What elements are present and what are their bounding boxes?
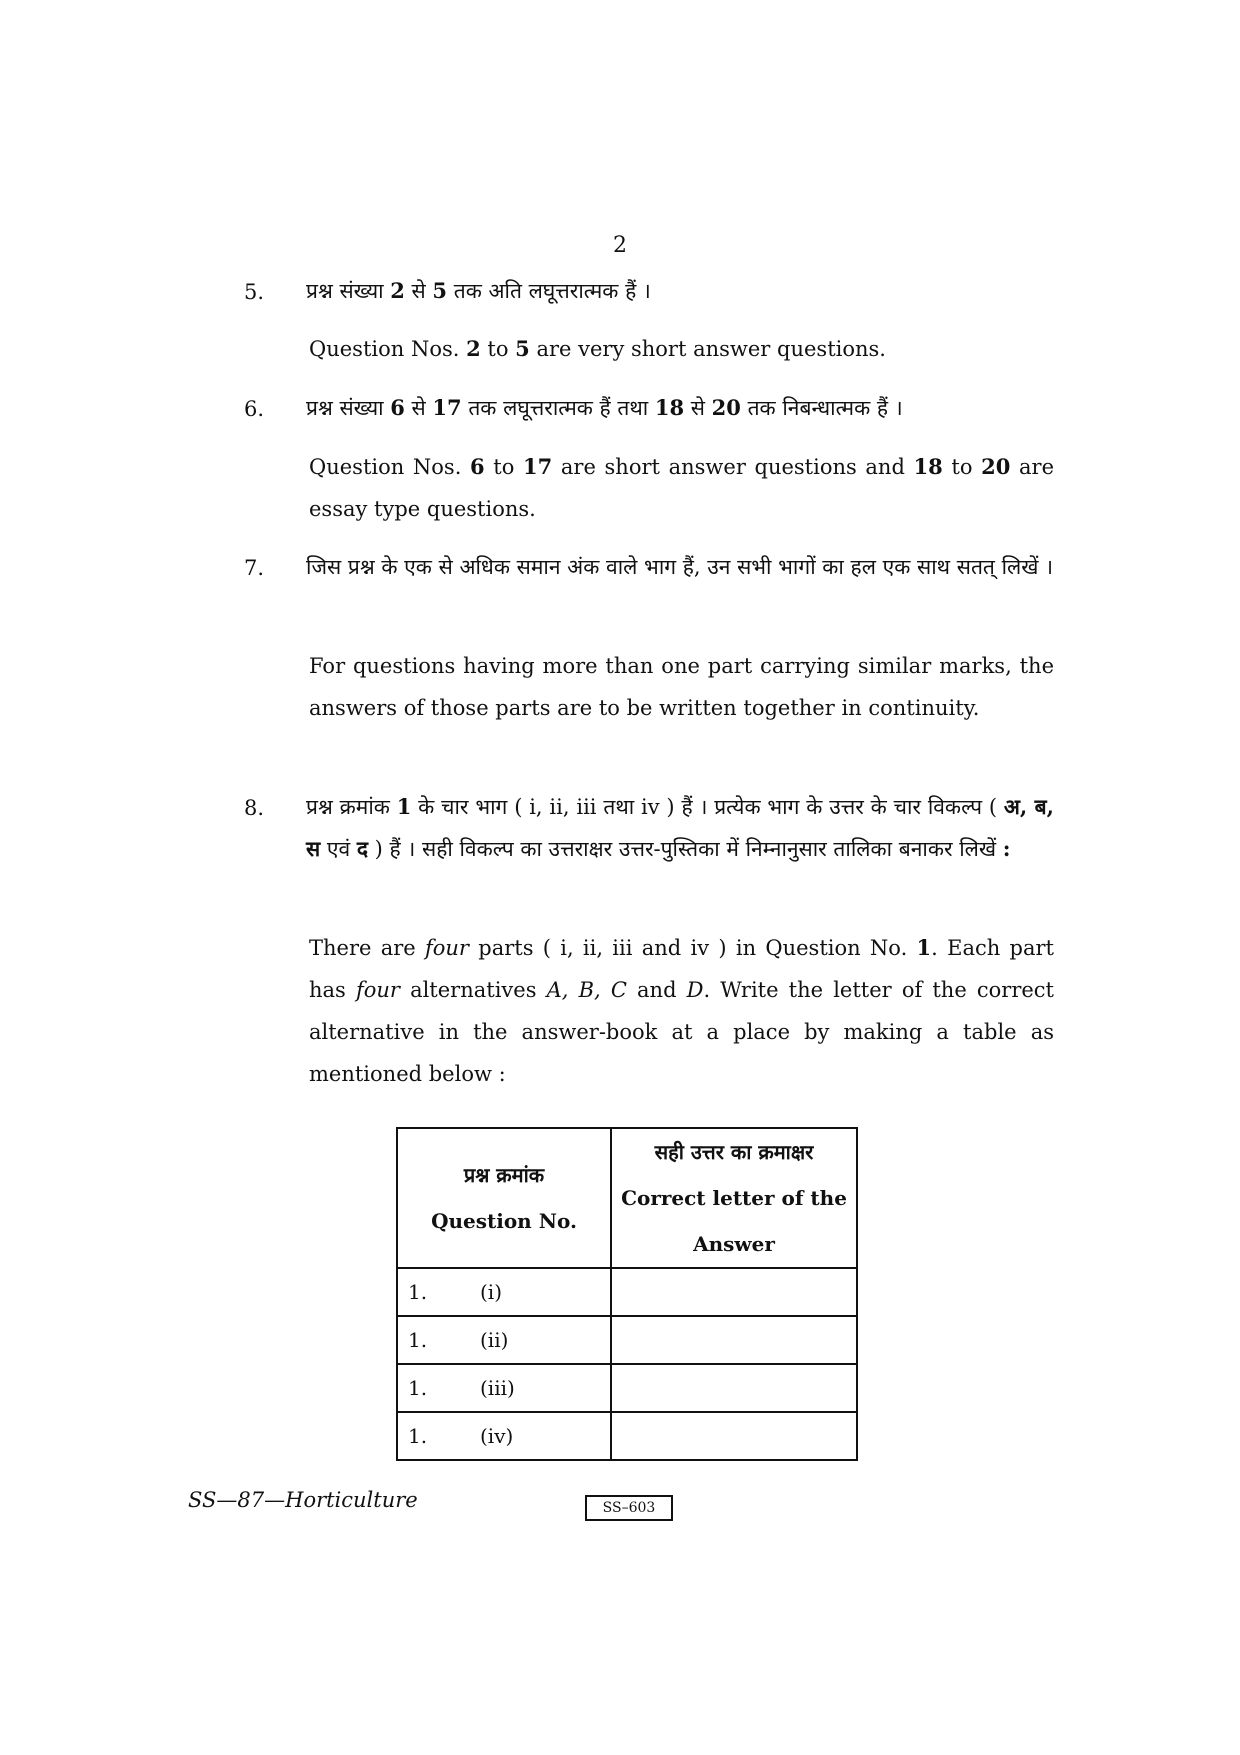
answer-cell bbox=[611, 1412, 857, 1460]
header-question-english: Question No. bbox=[431, 1209, 577, 1233]
instruction-number: 6. bbox=[244, 397, 265, 421]
table-row bbox=[397, 1412, 857, 1460]
answer-cell bbox=[611, 1268, 857, 1316]
row-number: 1. bbox=[408, 1376, 428, 1400]
header-correct-letter bbox=[611, 1128, 857, 1268]
instruction-english: For questions having more than one part carrying similar marks, the answers of those parts are to be written together in continuity. bbox=[309, 654, 1054, 720]
row-part: (iv) bbox=[480, 1424, 514, 1448]
row-number: 1. bbox=[408, 1424, 428, 1448]
row-part: (ii) bbox=[480, 1328, 509, 1352]
instruction-english: There are four parts ( i, ii, iii and iv ) in Question No. 1. Each part has four alternatives A, B, C and D. Write the letter of the correct alternative in the answer-book at a place by making a table as mentioned below : bbox=[309, 935, 1054, 1086]
header-answer-hindi: सही उत्तर का क्रमाक्षर bbox=[654, 1140, 814, 1164]
row-number: 1. bbox=[408, 1328, 428, 1352]
footer-paper-code: SS–603 bbox=[585, 1495, 673, 1521]
table-row bbox=[397, 1316, 857, 1364]
answer-cell bbox=[611, 1316, 857, 1364]
answer-table bbox=[396, 1127, 858, 1461]
instruction-number: 5. bbox=[244, 280, 265, 304]
instruction-hindi: प्रश्न संख्या 2 से 5 तक अति लघूत्तरात्मक हैं । bbox=[306, 278, 651, 303]
instruction-hindi: प्रश्न क्रमांक 1 के चार भाग ( i, ii, iii तथा iv ) हैं । प्रत्येक भाग के उत्तर के चार विकल्प ( अ, ब, स एवं द ) हैं । सही विकल्प का उत्तराक्षर उत्तर-पुस्तिका में निम्नानुसार तालिका बनाकर लिखें : bbox=[306, 794, 1054, 861]
row-part: (iii) bbox=[480, 1376, 515, 1400]
table-header-row bbox=[397, 1128, 857, 1268]
instruction-number: 7. bbox=[244, 556, 265, 580]
instruction-number: 8. bbox=[244, 796, 265, 820]
table-row bbox=[397, 1364, 857, 1412]
header-question-no bbox=[397, 1128, 611, 1268]
page-number: 2 bbox=[613, 233, 627, 258]
header-answer-english: Correct letter of the Answer bbox=[621, 1186, 847, 1256]
table-row bbox=[397, 1268, 857, 1316]
instruction-hindi: प्रश्न संख्या 6 से 17 तक लघूत्तरात्मक हैं तथा 18 से 20 तक निबन्धात्मक हैं । bbox=[306, 395, 903, 420]
header-question-hindi: प्रश्न क्रमांक bbox=[463, 1163, 545, 1187]
row-part: (i) bbox=[480, 1280, 503, 1304]
instruction-english: Question Nos. 2 to 5 are very short answer questions. bbox=[309, 336, 886, 361]
instruction-english: Question Nos. 6 to 17 are short answer questions and 18 to 20 are essay type questions. bbox=[309, 454, 1055, 521]
footer-paper-title: SS—87—Horticulture bbox=[188, 1488, 418, 1512]
answer-cell bbox=[611, 1364, 857, 1412]
row-number: 1. bbox=[408, 1280, 428, 1304]
instruction-hindi: जिस प्रश्न के एक से अधिक समान अंक वाले भाग हैं, उन सभी भागों का हल एक साथ सतत् लिखें । bbox=[306, 555, 1054, 579]
